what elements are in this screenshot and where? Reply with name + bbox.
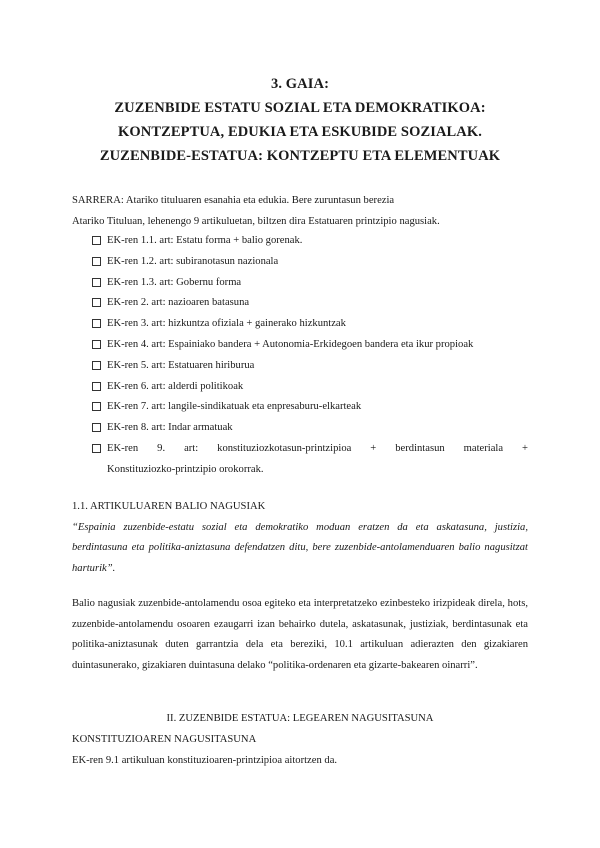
- intro-text: Atariko Tituluan, lehenengo 9 artikuluetan, biltzen dira Estatuaren printzipio nagusiak.: [72, 215, 440, 227]
- values-paragraph: Balio nagusiak zuzenbide-antolamendu osoa egiteko eta interpretatzeko ezinbesteko irizpideak direla, hots, zuzenbide-antolamendu osoaren ezaugarri izan behairko dutela, askatasunak, justiziak, berdintasunak eta politika-aniztasunak duten garrantzia dela eta bereziki, 10.1 artikuluan adierazten den gizakiaren duintasunerako, gizakiaren duintasuna delako “politika-ordenaren eta gizarte-bakearen oinarri”.: [72, 598, 528, 671]
- checkbox-icon: [92, 361, 101, 370]
- list-item: [92, 377, 528, 398]
- list-item: [92, 273, 528, 294]
- title-line-2: ZUZENBIDE ESTATU SOZIAL ETA DEMOKRATIKOA:: [114, 100, 486, 116]
- chapter-number: 3. GAIA:: [271, 76, 329, 92]
- list-item-text: EK-ren 1.1. art: Estatu forma + balio gorenak.: [107, 235, 303, 246]
- list-item-text: EK-ren 3. art: hizkuntza ofiziala + gainerako hizkuntzak: [107, 318, 346, 330]
- intro-section: [72, 191, 532, 232]
- list-item-text: EK-ren 5. art: Estatuaren hiriburua: [107, 359, 255, 371]
- section-2-title: II. ZUZENBIDE ESTATUA: LEGEAREN NAGUSITASUNA: [166, 713, 434, 724]
- list-item-text: EK-ren 2. art: nazioaren batasuna: [107, 297, 250, 309]
- checkbox-icon: [92, 382, 101, 391]
- checkbox-icon: [92, 257, 101, 266]
- list-item-text: EK-ren 4. art: Espainiako bandera + Autonomia-Erkidegoen bandera eta ikur propioak: [107, 338, 474, 350]
- list-item-text: EK-ren 1.3. art: Gobernu forma: [107, 276, 242, 288]
- article-checklist: [92, 231, 528, 481]
- list-item-text: EK-ren 7. art: langile-sindikatuak eta enpresaburu-elkarteak: [107, 401, 362, 413]
- list-item-line-1: EK-ren 9. art: konstituziozkotasun-printzipioa + berdintasun materiala +: [107, 442, 528, 454]
- list-item: [92, 439, 528, 481]
- section-values: [72, 497, 528, 579]
- list-item: [92, 231, 528, 252]
- list-item-text: EK-ren 8. art: Indar armatuak: [107, 422, 233, 434]
- list-item: [92, 335, 528, 356]
- checkbox-icon: [92, 340, 101, 349]
- title-line-3: KONTZEPTUA, EDUKIA ETA ESKUBIDE SOZIALAK.: [117, 124, 482, 140]
- checkbox-icon: [92, 236, 101, 245]
- checkbox-icon: [92, 298, 101, 307]
- checkbox-icon: [92, 319, 101, 328]
- checkbox-icon: [92, 278, 101, 287]
- checkbox-icon: [92, 423, 101, 432]
- list-item-text: [107, 439, 528, 481]
- list-item: [92, 252, 528, 273]
- section-2-body: EK-ren 9.1 artikuluan konstituzioaren-printzipioa aitortzen da.: [72, 755, 338, 766]
- list-item-text: EK-ren 6. art: alderdi politikoak: [107, 380, 244, 392]
- list-item-line-2: Konstituziozko-printzipio orokorrak.: [107, 463, 264, 475]
- list-item-text: EK-ren 1.2. art: subiranotasun nazionala: [107, 255, 279, 267]
- list-item: [92, 293, 528, 314]
- list-item: [92, 397, 528, 418]
- section-heading: 1.1. ARTIKULUAREN BALIO NAGUSIAK: [72, 501, 266, 512]
- checkbox-icon: [92, 444, 101, 453]
- article-quote: “Espainia zuzenbide-estatu sozial eta demokratiko moduan eratzen da eta askatasuna, justizia, berdintasuna eta politika-aniztasuna defendatzen ditu, bere zuzenbide-antolamenduaren balio nagusitzat harturik”.: [72, 521, 528, 574]
- list-item: [92, 314, 528, 335]
- title-line-4: ZUZENBIDE-ESTATUA: KONTZEPTU ETA ELEMENTUAK: [99, 148, 501, 164]
- list-item: [92, 418, 528, 439]
- list-item: [92, 356, 528, 377]
- intro-heading: SARRERA: Atariko tituluaren esanahia eta edukia. Bere zuruntasun berezia: [72, 195, 395, 206]
- section-2-subtitle: KONSTITUZIOAREN NAGUSITASUNA: [72, 734, 257, 745]
- checkbox-icon: [92, 402, 101, 411]
- document-title: [0, 72, 600, 168]
